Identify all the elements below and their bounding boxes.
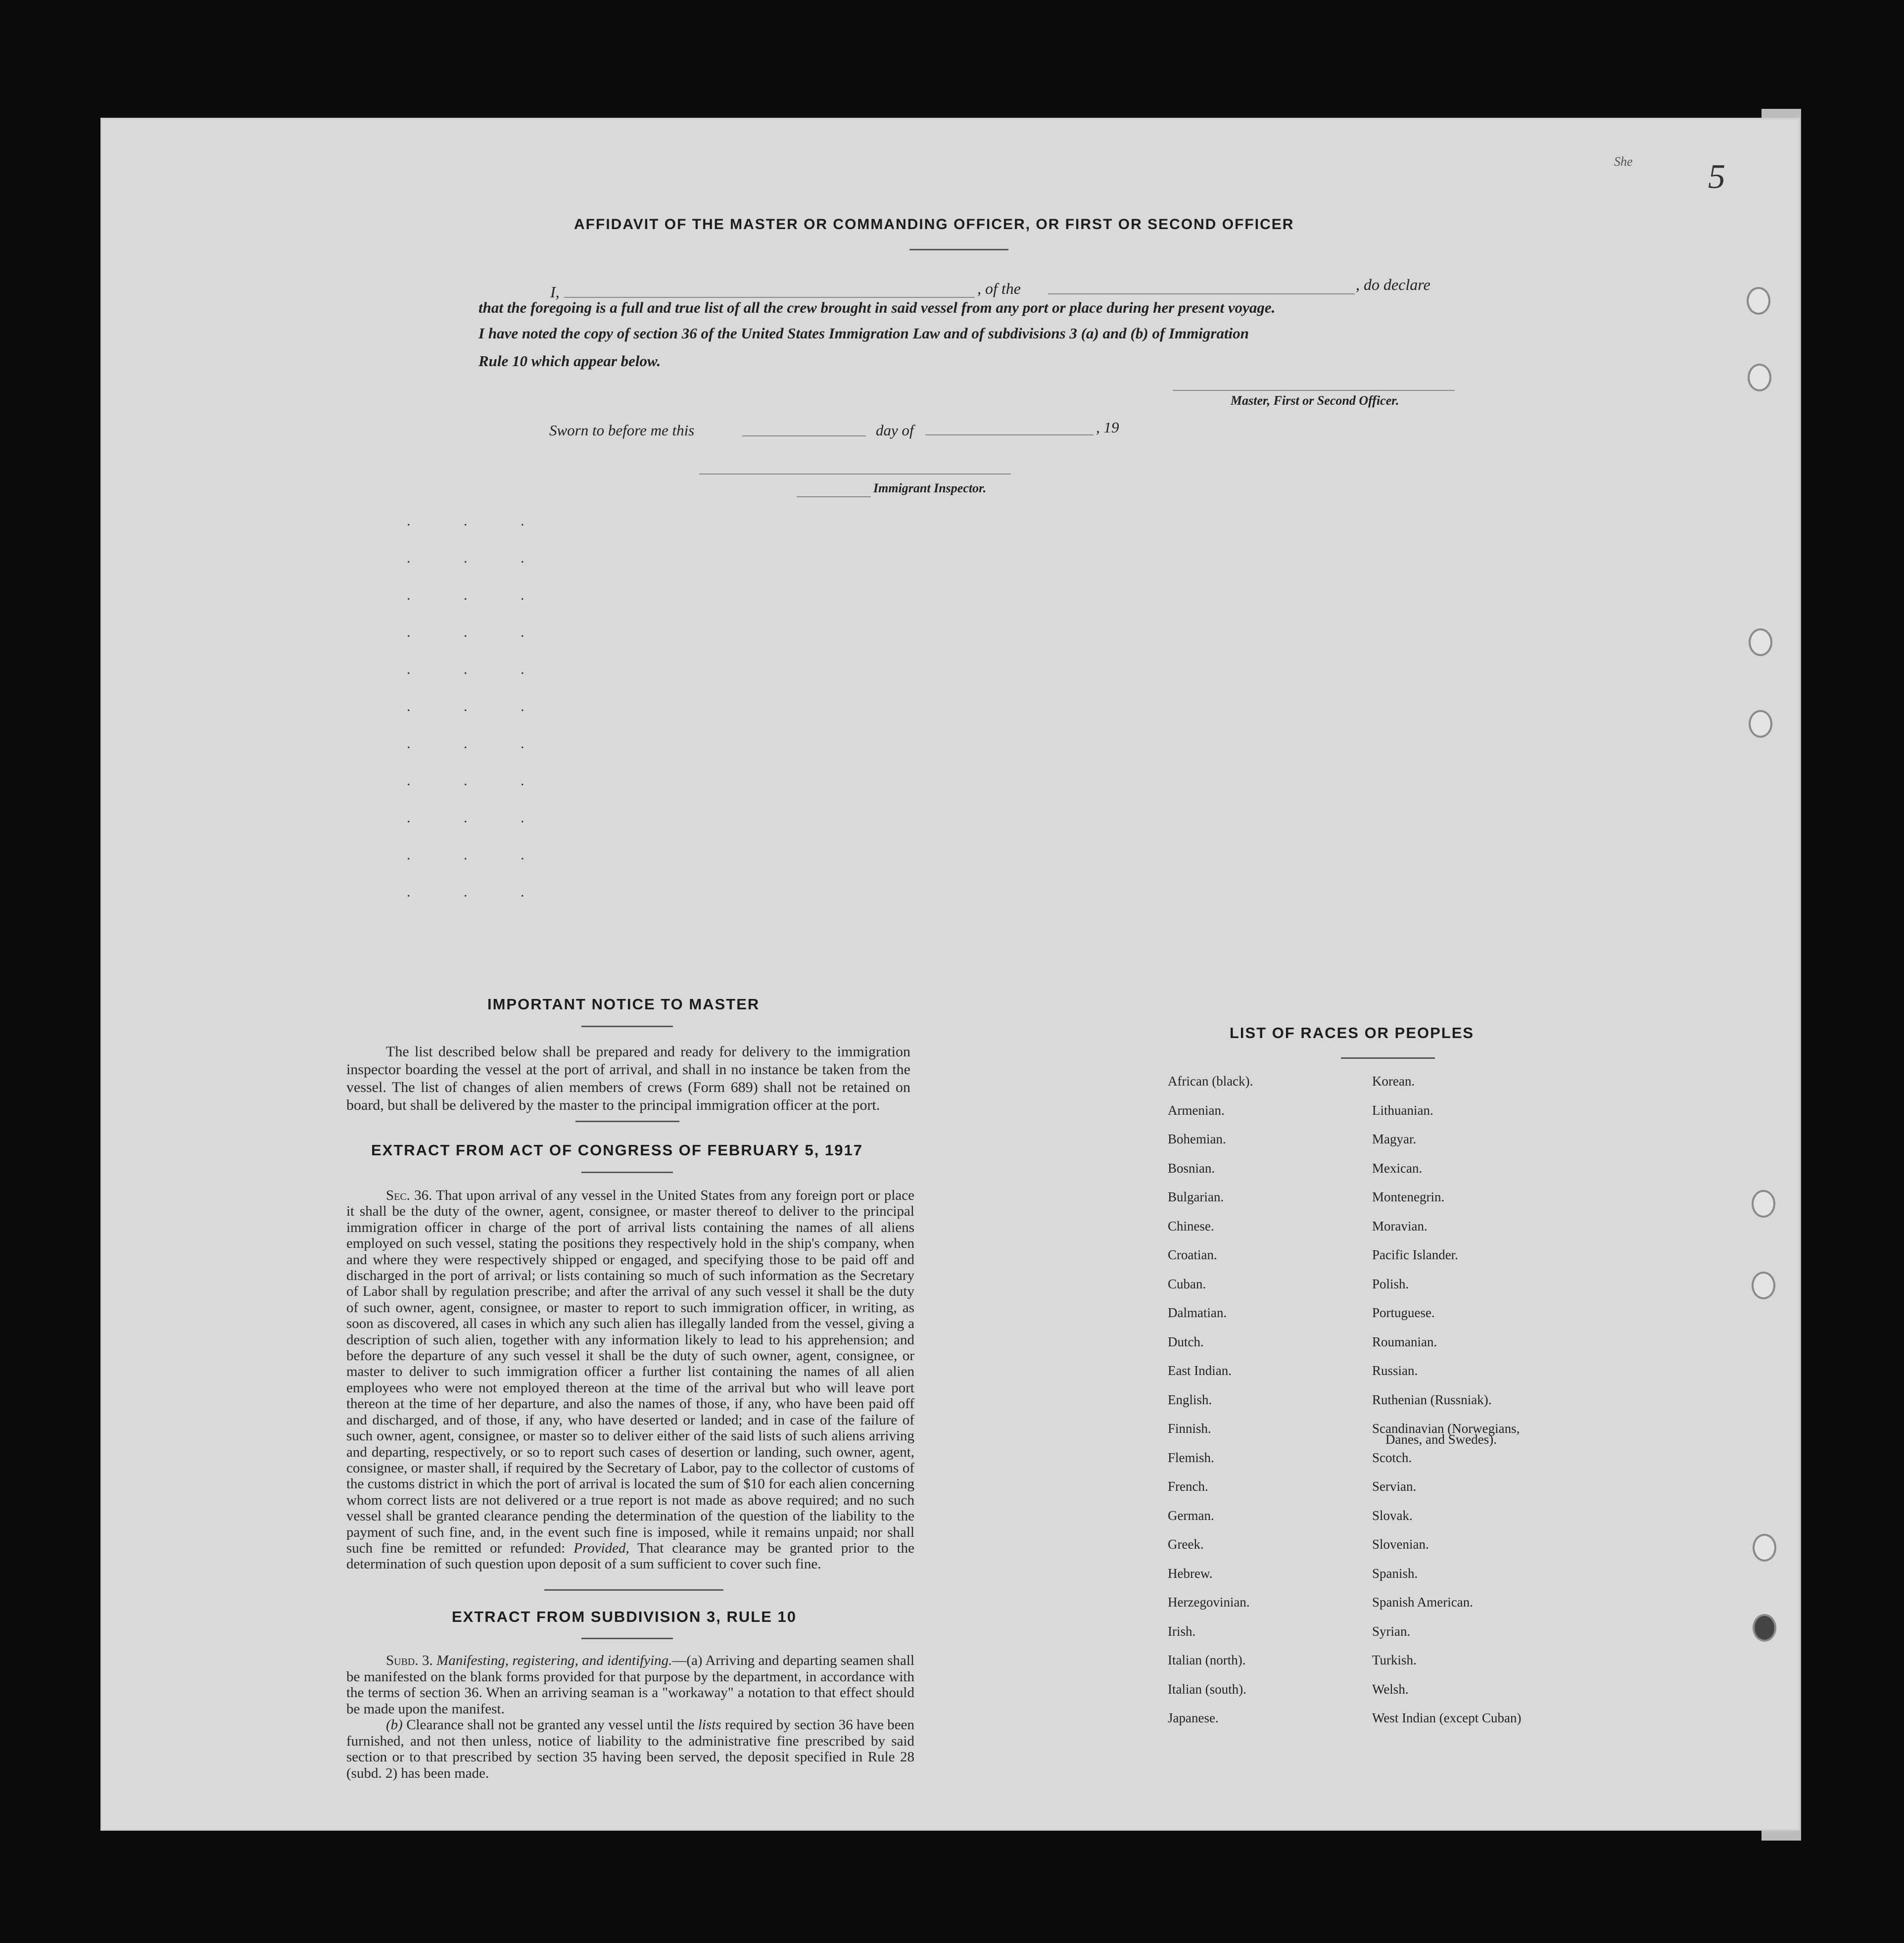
subd-heading: Manifesting, registering, and identifying.: [436, 1653, 672, 1668]
act-body-end: That clearance may be granted prior to the determination of such question upon deposit of a sum sufficient to cover such fine.: [346, 1540, 915, 1572]
binder-hole: [1749, 710, 1772, 738]
binder-hole: [1753, 1614, 1776, 1642]
sworn-day-blank: [742, 435, 866, 436]
subd-a-text: —(a) Arriving and departing seamen shall be manifested on the blank forms provided for that purpose by the department, in accordance with the terms of section 36. When an arriving seaman is a "workaway" a notation to that effect should be made upon the manifest.: [346, 1653, 914, 1717]
race-item: Bohemian.: [1168, 1132, 1226, 1146]
subd-b-text-1: Clearance shall not be granted any vessel until the: [406, 1717, 695, 1733]
affidavit-line2: that the foregoing is a full and true list of all the crew brought in said vessel from any port or place during her present voyage.: [478, 299, 1276, 316]
leader-dots: . . . . . . . . . . . . . . . . . . . . . . . . . . . . . . . . .: [407, 513, 549, 900]
race-item: Italian (north).: [1168, 1653, 1246, 1667]
rule10-rule: [581, 1638, 673, 1639]
master-signature-label: Master, First or Second Officer.: [1231, 393, 1399, 408]
affidavit-line3: I have noted the copy of section 36 of the United States Immigration Law and of subdivisions 3 (a) and (b) of Immigration: [478, 325, 1249, 342]
race-item: Herzegovinian.: [1168, 1595, 1250, 1610]
vessel-blank: [1048, 293, 1355, 294]
race-item: Spanish American.: [1372, 1595, 1473, 1610]
race-item: West Indian (except Cuban): [1372, 1710, 1522, 1725]
notice-title: IMPORTANT NOTICE TO MASTER: [487, 995, 760, 1013]
race-item: Scandinavian (Norwegians,: [1372, 1421, 1520, 1436]
race-item: Mexican.: [1372, 1160, 1423, 1176]
year-text: , 19: [1096, 419, 1119, 436]
inspector-short-line: [797, 496, 871, 497]
day-of-text: day of: [876, 422, 914, 439]
affidavit-title: AFFIDAVIT OF THE MASTER OR COMMANDING OFFICER, OR FIRST OR SECOND OFFICER: [574, 216, 1294, 233]
master-signature-line: [1173, 390, 1455, 391]
subd-b-lists: lists: [698, 1717, 721, 1733]
race-item: Portuguese.: [1372, 1305, 1435, 1320]
binder-hole: [1752, 1272, 1775, 1299]
sheet-number: 5: [1708, 158, 1725, 196]
act-rule: [581, 1172, 673, 1173]
notice-rule: [581, 1026, 673, 1027]
binder-hole: [1749, 628, 1772, 656]
document-page: [100, 118, 1800, 1831]
race-item: Turkish.: [1372, 1653, 1417, 1667]
inspector-label: Immigrant Inspector.: [873, 481, 987, 495]
race-item: Polish.: [1372, 1276, 1409, 1291]
rule10-text-b: [346, 1717, 914, 1781]
race-item: Slovenian.: [1372, 1537, 1429, 1552]
race-item: Finnish.: [1168, 1421, 1211, 1436]
binder-hole: [1753, 1534, 1776, 1562]
subd-b-label: (b): [386, 1717, 403, 1733]
race-item: Welsh.: [1372, 1681, 1409, 1697]
races-title: LIST OF RACES OR PEOPLES: [1230, 1024, 1475, 1042]
race-item: African (black).: [1168, 1074, 1253, 1089]
race-item: Korean.: [1372, 1074, 1415, 1089]
race-item: East Indian.: [1168, 1363, 1232, 1378]
races-rule: [1341, 1057, 1435, 1059]
race-item: Armenian.: [1168, 1102, 1225, 1118]
race-item: Montenegrin.: [1372, 1189, 1445, 1204]
race-item: Cuban.: [1168, 1276, 1206, 1291]
race-item: Magyar.: [1372, 1132, 1417, 1146]
binder-hole: [1748, 364, 1771, 391]
race-item: Scotch.: [1372, 1450, 1412, 1465]
race-item-continuation: Danes, and Swedes).: [1385, 1432, 1497, 1447]
race-item: Bulgarian.: [1168, 1189, 1224, 1204]
act-body: That upon arrival of any vessel in the United States from any foreign port or place it shall be the duty of the owner, agent, consignee, or master thereof to deliver to the principal immigration officer in charge of the port of arrival lists containing the names of all aliens employed on such vessel, stating the positions they respectively hold in the ship's company, when and where they were respectively shipped or engaged, and specifying those to be paid off and discharged in the port of arrival; or lists containing so much of such information as the Secretary of Labor shall by regulation prescribe; and after the arrival of any such vessel it shall be the duty of such owner, agent, consignee, or master to report to such immigration officer, in writing, as soon as discovered, all cases in which any such alien has illegally landed from the vessel, giving a description of such alien, together with any information likely to lead to his apprehension; and before the departure of any such vessel it shall be the duty of such owner, agent, consignee, or master to deliver to such immigration officer a further list containing the names of all alien employees who were not employed thereon at the time of the arrival but who will leave port thereon at the time of her departure, and also the names of those, if any, who have been paid off and discharged, and of those, if any, who have deserted or landed; and in case of the failure of such owner, agent, consignee, or master so to deliver either of the said lists of such aliens arriving and departing, respectively, or so to report such cases of desertion or landing, such owner, agent, consignee, or master shall, if required by the Secretary of Labor, pay to the collector of customs of the customs district in which the port of arrival is located the sum of $10 for each alien concerning whom correct lists are not delivered or a true report is not made as above required; and no such vessel shall be granted clearance pending the determination of the question of the liability to the payment of such fine, and, in the event such fine is imposed, while it remains unpaid; nor shall such fine be remitted or refunded:: [346, 1187, 915, 1556]
affidavit-i: I,: [550, 283, 560, 301]
binder-hole: [1747, 287, 1770, 315]
act-provided: Provided,: [573, 1540, 629, 1556]
rule10-text-a: [346, 1653, 914, 1717]
race-item: Japanese.: [1168, 1710, 1219, 1725]
race-item: Irish.: [1168, 1623, 1196, 1639]
subd-label: Subd. 3.: [386, 1653, 433, 1668]
sheet-label: She: [1614, 154, 1633, 169]
act-text: [346, 1187, 914, 1572]
race-item: Servian.: [1372, 1479, 1417, 1494]
race-item: Russian.: [1372, 1363, 1418, 1378]
race-item: Chinese.: [1168, 1218, 1214, 1233]
race-item: Croatian.: [1168, 1247, 1217, 1262]
name-blank: [564, 297, 975, 298]
rule10-title: EXTRACT FROM SUBDIVISION 3, RULE 10: [452, 1608, 797, 1625]
divider-rule: [575, 1121, 679, 1122]
race-item: Spanish.: [1372, 1565, 1418, 1581]
divider-rule: [544, 1589, 723, 1591]
race-item: Dalmatian.: [1168, 1305, 1227, 1320]
act-section-label: Sec. 36.: [386, 1187, 432, 1203]
affidavit-of-the: , of the: [977, 280, 1021, 297]
title-rule: [909, 249, 1008, 250]
affidavit-line4: Rule 10 which appear below.: [478, 352, 661, 370]
race-item: Ruthenian (Russniak).: [1372, 1392, 1492, 1407]
race-item: Greek.: [1168, 1537, 1204, 1552]
race-item: Lithuanian.: [1372, 1102, 1433, 1118]
race-item: Roumanian.: [1372, 1334, 1437, 1349]
subd-b-text-2: required by section 36 have been furnished, and not then unless, notice of liability to the administrative fine prescribed by said section or to that prescribed by section 35 having been served, the deposit specified in Rule 28 (subd. 2) has been made.: [346, 1717, 914, 1781]
race-item: Italian (south).: [1168, 1681, 1246, 1697]
act-title: EXTRACT FROM ACT OF CONGRESS OF FEBRUARY 5, 1917: [371, 1141, 863, 1159]
notice-text: The list described below shall be prepared and ready for delivery to the immigration inspector boarding the vessel at the port of arrival, and shall in no instance be taken from the vessel. The list of changes of alien members of crews (Form 689) shall not be retained on board, but shall be delivered by the master to the principal immigration officer at the port.: [346, 1043, 910, 1113]
race-item: French.: [1168, 1479, 1208, 1494]
binder-hole: [1752, 1190, 1775, 1218]
race-item: English.: [1168, 1392, 1212, 1407]
sworn-text: Sworn to before me this: [549, 422, 695, 439]
race-item: Flemish.: [1168, 1450, 1214, 1465]
race-item: Pacific Islander.: [1372, 1247, 1458, 1262]
race-item: Dutch.: [1168, 1334, 1204, 1349]
month-blank: [925, 434, 1094, 435]
race-item: Hebrew.: [1168, 1565, 1213, 1581]
race-item: German.: [1168, 1508, 1214, 1523]
race-item: Moravian.: [1372, 1218, 1428, 1233]
race-item: Slovak.: [1372, 1508, 1413, 1523]
race-item: Syrian.: [1372, 1623, 1411, 1639]
affidavit-do-declare: , do declare: [1356, 276, 1430, 293]
race-item: Bosnian.: [1168, 1160, 1215, 1176]
